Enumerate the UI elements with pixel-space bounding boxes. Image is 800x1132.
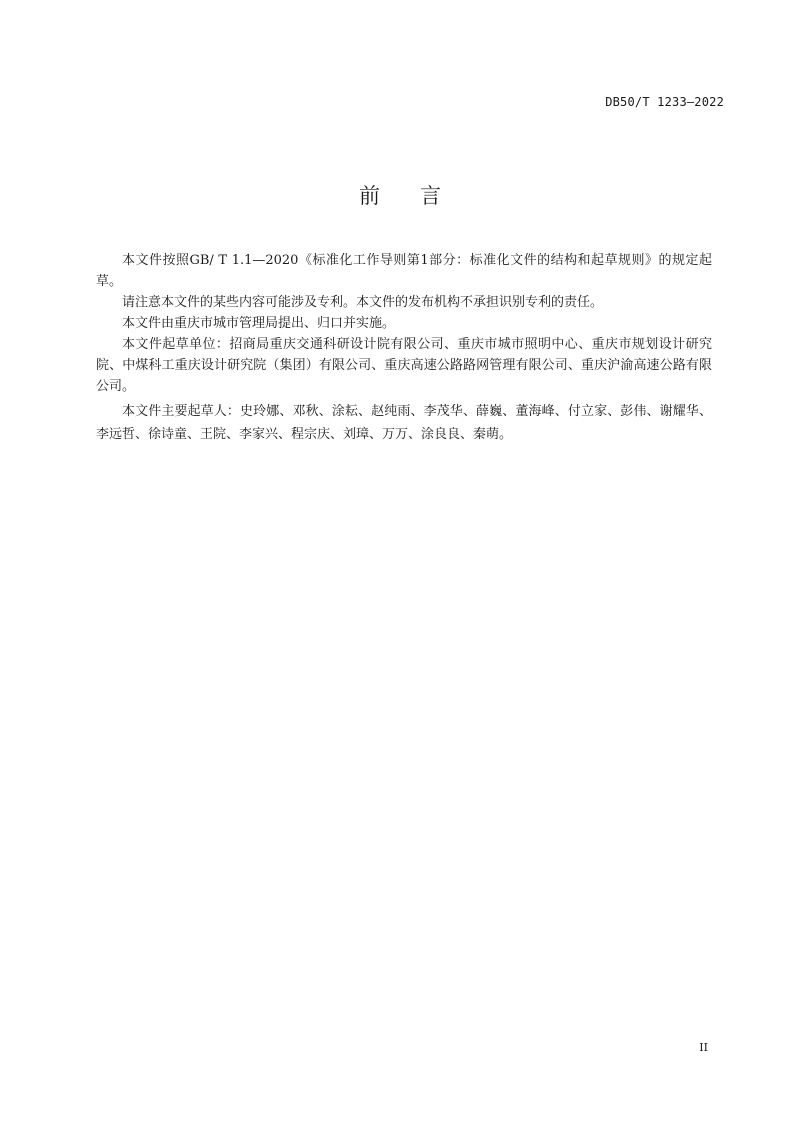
paragraph-proposer: 本文件由重庆市城市管理局提出、归口并实施。 bbox=[122, 316, 396, 331]
paragraph-drafting-rules: 本文件按照GB/ T 1.1—2020《标准化工作导则第1部分：标准化文件的结构和起草规则》的规定起草。 bbox=[96, 253, 712, 289]
paragraph-patent-notice: 请注意本文件的某些内容可能涉及专利。本文件的发布机构不承担识别专利的责任。 bbox=[122, 295, 604, 310]
document-code: DB50/T 1233—2022 bbox=[605, 95, 724, 109]
page-number: II bbox=[699, 1041, 708, 1054]
document-body bbox=[96, 250, 712, 446]
paragraph-drafting-units: 本文件起草单位：招商局重庆交通科研设计院有限公司、重庆市城市照明中心、重庆市规划设计研究院、中煤科工重庆设计研究院（集团）有限公司、重庆高速公路路网管理有限公司、重庆沪渝高速公路有限公司。 bbox=[96, 337, 712, 394]
paragraph-drafters: 本文件主要起草人：史玲娜、邓秋、涂耘、赵纯雨、李茂华、薛巍、董海峰、付立家、彭伟、谢耀华、李远哲、徐诗童、王院、李家兴、程宗庆、刘璋、万万、涂良良、秦萌。 bbox=[96, 404, 712, 442]
page-title: 前言 bbox=[359, 184, 481, 208]
